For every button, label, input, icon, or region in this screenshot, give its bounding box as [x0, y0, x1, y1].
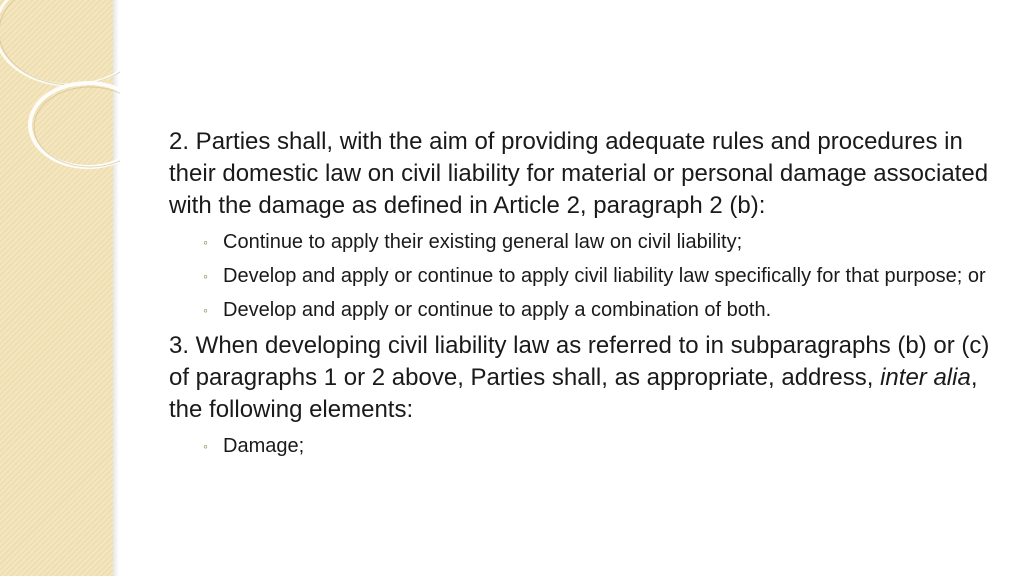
- list-item: [203, 432, 999, 460]
- list-item-text: Damage;: [223, 435, 305, 457]
- bullet-marker: ◦: [203, 268, 208, 284]
- paragraph-3-text-after: , the following elements:: [169, 364, 978, 423]
- bullet-marker: ◦: [203, 438, 208, 454]
- bullet-marker: ◦: [203, 234, 208, 250]
- list-item: [203, 228, 999, 256]
- paragraph-2: 2. Parties shall, with the aim of providing adequate rules and procedures in their domestic law on civil liability for material or personal damage associated with the damage as defined in Article 2, paragraph 2 (b):: [169, 128, 989, 219]
- slide-body: [169, 126, 999, 466]
- decorative-rings: [0, 0, 120, 200]
- bullet-marker: ◦: [203, 302, 208, 318]
- bullet-list-2: [169, 228, 999, 324]
- list-item-text: Develop and apply or continue to apply a combination of both.: [223, 299, 772, 321]
- list-item: [203, 296, 999, 324]
- paragraph-3: [169, 330, 999, 426]
- list-item: [203, 262, 999, 290]
- bullet-list-3: [169, 432, 999, 460]
- list-item-text: Develop and apply or continue to apply civil liability law specifically for that purpose; or: [223, 265, 986, 287]
- list-item-text: Continue to apply their existing general law on civil liability;: [223, 231, 743, 253]
- paragraph-3-italic: inter alia: [880, 364, 971, 391]
- paragraph-3-text-before: 3. When developing civil liability law as referred to in subparagraphs (b) or (c) of paragraphs 1 or 2 above, Parties shall, as appropriate, address,: [169, 332, 990, 391]
